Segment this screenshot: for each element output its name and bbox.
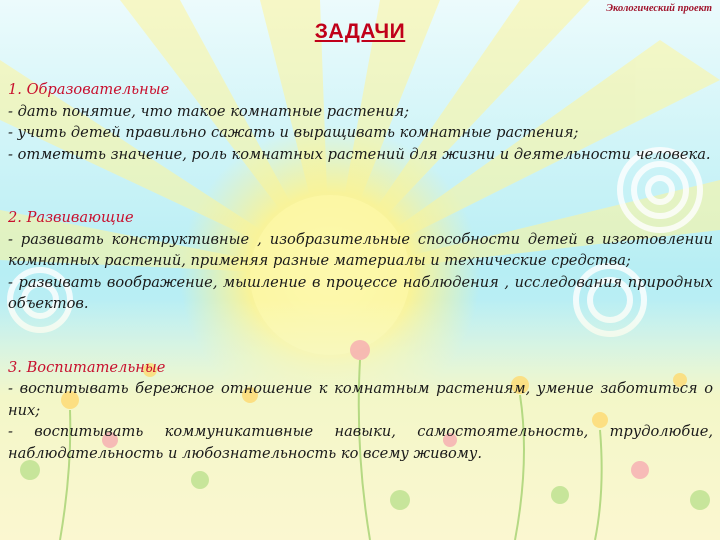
section-heading: 2. Развивающие	[8, 209, 134, 226]
section-heading: 3. Воспитательные	[8, 358, 166, 376]
list-item: - дать понятие, что такое комнатные растения;	[8, 102, 410, 120]
list-item: - воспитывать бережное отношение к комнатным растениям, умение заботиться о них;	[8, 380, 713, 419]
section-heading: 1. Образовательные	[8, 81, 170, 98]
list-item: - воспитывать коммуникативные навыки, самостоятельность, трудолюбие, наблюдательность и любознательность ко всему живому.	[8, 423, 713, 462]
project-tag: Экологический проект	[606, 3, 712, 14]
list-item: - отметить значение, роль комнатных растений для жизни и деятельности человека.	[8, 145, 711, 163]
section-developing	[8, 207, 713, 315]
section-upbringing	[8, 357, 713, 465]
tasks-content	[8, 79, 713, 464]
list-item: - развивать воображение, мышление в процессе наблюдения , исследования природных объектов.	[8, 273, 713, 312]
page-title: ЗАДАЧИ	[314, 20, 406, 43]
section-educational	[8, 79, 713, 165]
list-item: - развивать конструктивные , изобразительные способности детей в изготовлении комнатных растений, применяя разные материалы и технические средства;	[8, 230, 713, 269]
list-item: - учить детей правильно сажать и выращивать комнатные растения;	[8, 124, 579, 141]
